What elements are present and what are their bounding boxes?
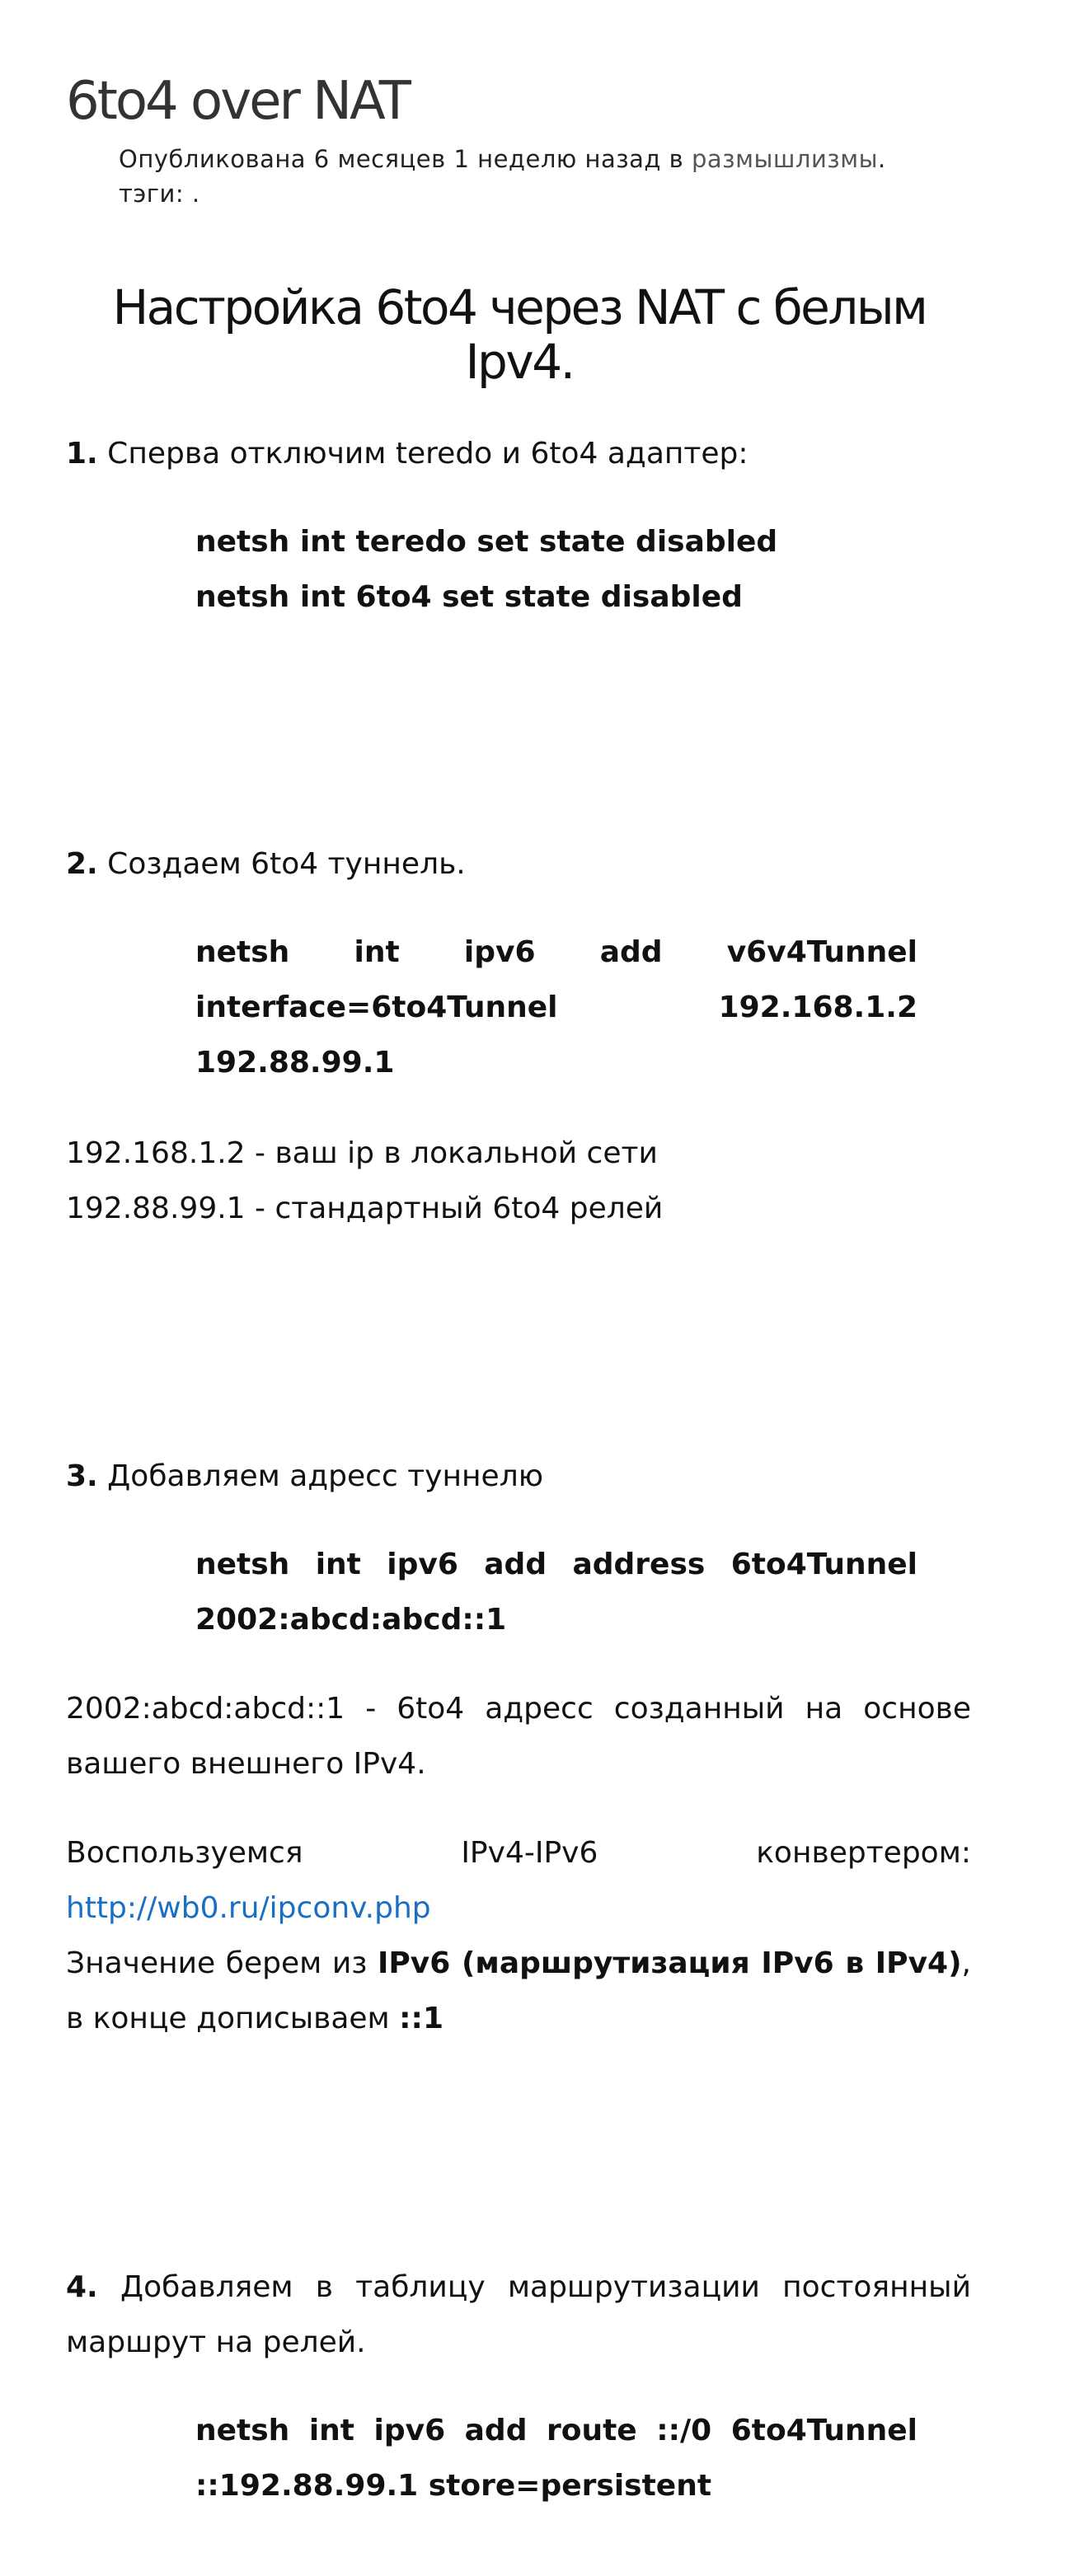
step-3-text: Добавляем адресс туннелю xyxy=(97,1459,544,1493)
route-command: netsh int ipv6 add route ::/0 6to4Tunnel ::192.88.99.1 store=persistent xyxy=(195,2414,917,2503)
post-meta xyxy=(119,142,886,211)
step-1-text: Сперва отключим teredo и 6to4 адаптер: xyxy=(97,437,748,471)
address-command: netsh int ipv6 add address 6to4Tunnel 2002:abcd:abcd::1 xyxy=(195,1548,917,1637)
code-line-teredo: netsh int teredo set state disabled xyxy=(195,525,778,559)
step-3-note xyxy=(66,1681,971,1791)
step-4-code xyxy=(195,2403,917,2513)
value-suffix: ::1 xyxy=(399,2002,443,2035)
value-instruction xyxy=(66,1936,971,2046)
address-note: 2002:abcd:abcd::1 - 6to4 адресс созданный на основе вашего внешнего IPv4. xyxy=(66,1692,971,1781)
value-mid: , в конце дописываем xyxy=(66,1946,971,2035)
step-4-number: 4. xyxy=(66,2270,98,2304)
step-2-number: 2. xyxy=(66,847,98,881)
step-1-paragraph xyxy=(66,426,971,481)
step-4-paragraph xyxy=(66,2260,971,2370)
note-relay: 192.88.99.1 - стандартный 6to4 релей xyxy=(66,1192,664,1225)
category-link[interactable]: размышлизмы xyxy=(692,145,878,173)
article-heading: Настройка 6to4 через NAT с белым Ipv4. xyxy=(112,279,927,390)
step-3-converter xyxy=(66,1825,971,2046)
value-prefix: Значение берем из xyxy=(66,1946,378,1980)
step-3-number: 3. xyxy=(66,1459,98,1493)
value-source: IPv6 (маршрутизация IPv6 в IPv4) xyxy=(377,1946,962,1980)
converter-text: Воспользуемся IPv4-IPv6 конвертером: xyxy=(66,1836,971,1870)
code-line-6to4: netsh int 6to4 set state disabled xyxy=(195,580,743,614)
step-1-number: 1. xyxy=(66,437,98,471)
step-2-code xyxy=(195,925,917,1090)
step-1-code xyxy=(195,514,917,625)
tunnel-command: netsh int ipv6 add v6v4Tunnel interface=6to4Tunnel 192.168.1.2 192.88.99.1 xyxy=(195,935,917,1080)
step-2-paragraph xyxy=(66,836,971,892)
step-3-paragraph xyxy=(66,1449,971,1504)
step-3-code xyxy=(195,1537,917,1647)
note-local-ip: 192.168.1.2 - ваш ip в локальной сети xyxy=(66,1136,658,1170)
publish-date: Опубликована 6 месяцев 1 неделю назад в xyxy=(119,145,692,173)
post-title: 6to4 over NAT xyxy=(66,71,409,132)
step-2-text: Создаем 6to4 туннель. xyxy=(97,847,466,881)
converter-link[interactable]: http://wb0.ru/ipconv.php xyxy=(66,1891,431,1925)
publish-line xyxy=(119,142,886,176)
publish-dot: . xyxy=(878,145,886,173)
tags-line: тэги: . xyxy=(119,180,200,208)
step-4-text: Добавляем в таблицу маршрутизации постоянный маршрут на релей. xyxy=(66,2270,971,2359)
step-2-notes xyxy=(66,1126,971,1236)
